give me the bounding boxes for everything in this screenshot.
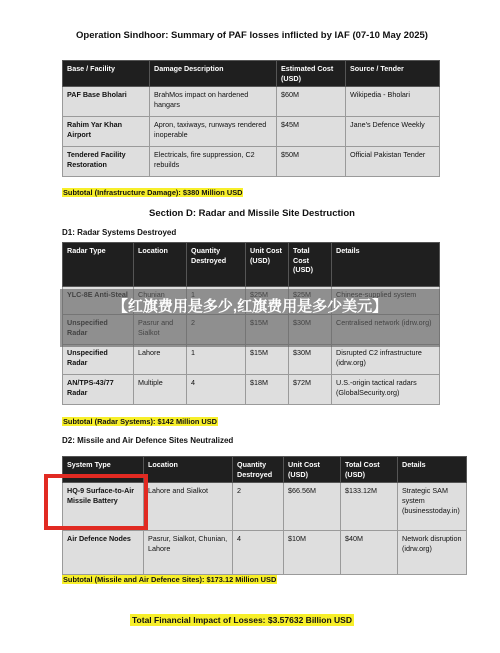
missile-subtotal: Subtotal (Missile and Air Defence Sites): $173.12 Million USD [63,575,277,584]
table-cell: $30M [289,345,332,375]
table-row [63,375,440,405]
table-cell: Multiple [134,375,187,405]
table-cell: Air Defence Nodes [63,531,144,575]
table-cell: Jane's Defence Weekly [346,117,440,147]
table-cell: Lahore and Sialkot [144,483,233,531]
table-row [63,345,440,375]
infrastructure-subtotal: Subtotal (Infrastructure Damage): $380 Million USD [63,188,243,197]
watermark-overlay: 【红旗费用是多少,红旗费用是多少美元】 [60,289,440,347]
d1-title: D1: Radar Systems Destroyed [62,228,177,237]
table-header-row [63,243,440,287]
table-cell: 2 [233,483,284,531]
table-cell: Wikipedia - Bholari [346,87,440,117]
col-header: Estimated Cost (USD) [277,61,346,87]
table-header-row [63,61,440,87]
table-cell: $60M [277,87,346,117]
col-header: System Type [63,457,144,483]
col-header: Damage Description [150,61,277,87]
col-header: Quantity Destroyed [233,457,284,483]
section-d-title: Section D: Radar and Missile Site Destruction [149,208,355,219]
table-cell: $133.12M [341,483,398,531]
col-header: Total Cost (USD) [289,243,332,287]
col-header: Details [398,457,467,483]
col-header: Details [332,243,440,287]
table-cell: Electricals, fire suppression, C2 rebuilds [150,147,277,177]
table-cell: Official Pakistan Tender [346,147,440,177]
table-cell: $50M [277,147,346,177]
table-cell: Disrupted C2 infrastructure (idrw.org) [332,345,440,375]
table-cell: Rahim Yar Khan Airport [63,117,150,147]
document-title: Operation Sindhoor: Summary of PAF losses inflicted by IAF (07-10 May 2025) [76,30,428,41]
table-cell: $40M [341,531,398,575]
table-cell: Pasrur, Sialkot, Chunian, Lahore [144,531,233,575]
table-row [63,117,440,147]
table-cell: Unspecified Radar [63,345,134,375]
table-cell: AN/TPS-43/77 Radar [63,375,134,405]
table-cell: Tendered Facility Restoration [63,147,150,177]
table-cell: Network disruption (idrw.org) [398,531,467,575]
table-cell: Strategic SAM system (businesstoday.in) [398,483,467,531]
table-cell: 4 [233,531,284,575]
table-cell: U.S.-origin tactical radars (GlobalSecurity.org) [332,375,440,405]
table-cell: BrahMos impact on hardened hangars [150,87,277,117]
col-header: Unit Cost (USD) [284,457,341,483]
table-cell: $66.56M [284,483,341,531]
d2-title: D2: Missile and Air Defence Sites Neutralized [62,436,234,445]
col-header: Radar Type [63,243,134,287]
red-highlight-box [44,474,148,530]
table-cell: $45M [277,117,346,147]
table-cell: 1 [187,345,246,375]
table-cell: 4 [187,375,246,405]
table-cell: HQ-9 Surface-to-Air Missile Battery [63,483,144,531]
col-header: Base / Facility [63,61,150,87]
total-impact: Total Financial Impact of Losses: $3.57632 Billion USD [132,615,352,625]
table-cell: $15M [246,345,289,375]
table-cell: Apron, taxiways, runways rendered inoperable [150,117,277,147]
table-cell: Lahore [134,345,187,375]
radar-subtotal: Subtotal (Radar Systems): $142 Million USD [63,417,218,426]
table-row [63,147,440,177]
col-header: Unit Cost (USD) [246,243,289,287]
col-header: Quantity Destroyed [187,243,246,287]
table-cell: $10M [284,531,341,575]
table-cell: $18M [246,375,289,405]
table-row [63,531,467,575]
col-header: Source / Tender [346,61,440,87]
col-header: Location [134,243,187,287]
infrastructure-table [62,60,440,177]
col-header: Location [144,457,233,483]
col-header: Total Cost (USD) [341,457,398,483]
table-cell: PAF Base Bholari [63,87,150,117]
table-cell: $72M [289,375,332,405]
table-row [63,87,440,117]
